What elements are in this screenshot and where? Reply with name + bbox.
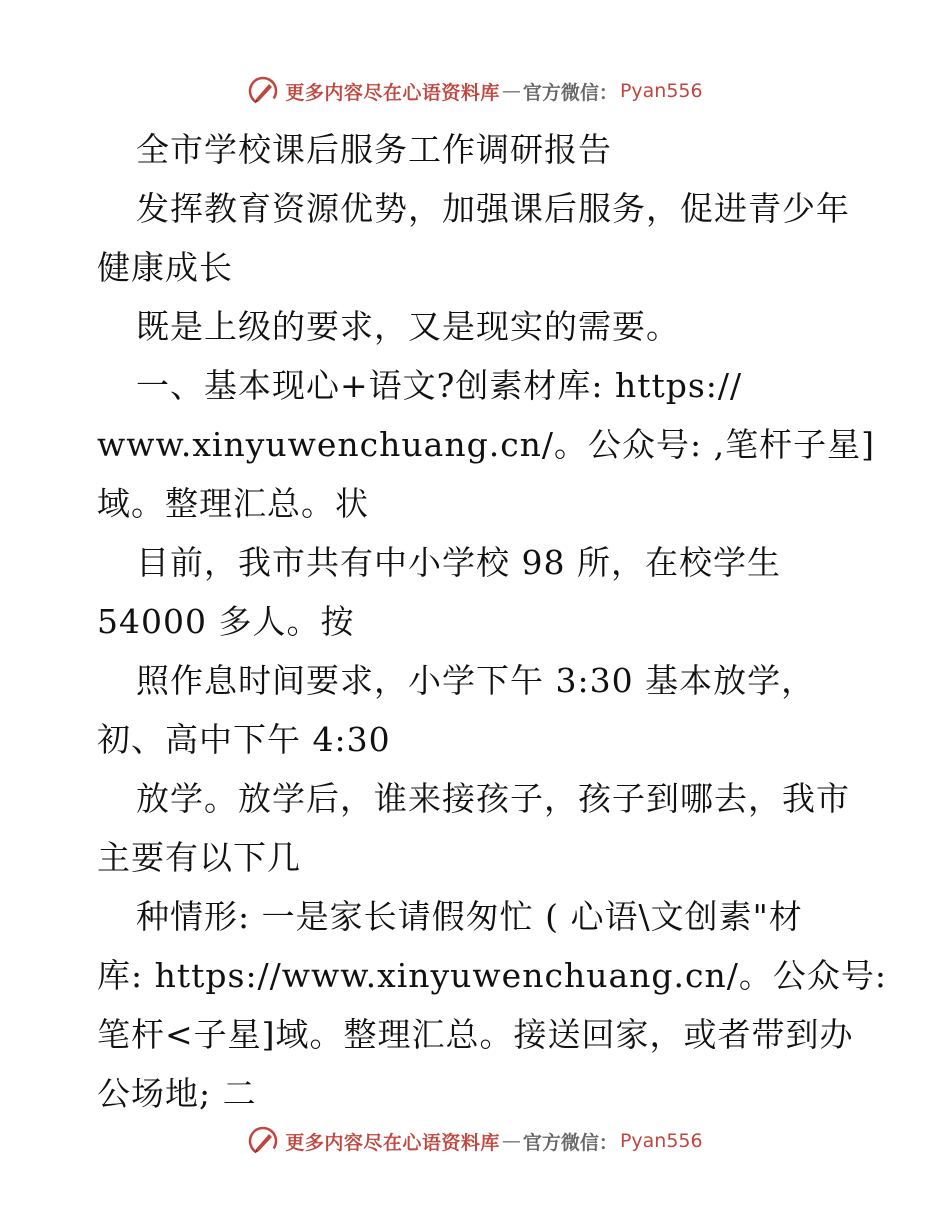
header-watermark-banner [0,71,950,111]
banner-wechat-label: 官方微信： [522,81,618,104]
banner-separator: — [501,1130,521,1152]
document-body [97,120,887,1123]
line: 目前，我市共有中小学校 98 所，在校学生 [136,543,781,582]
line: 发挥教育资源优势，加强课后服务，促进青少年 [136,189,850,228]
paragraph-intro [97,297,857,356]
line: 公场地; 二 [97,1074,257,1113]
line: 照作息时间要求，小学下午 3:30 基本放学， [136,661,816,700]
paragraph-school-count [97,533,857,651]
line: 域。整理汇总。状 [97,484,369,523]
paragraph-subtitle [97,179,857,297]
line: 主要有以下几 [97,838,301,877]
line: 种情形: 一是家长请假匆忙 ( 心语\文创素"材 [136,897,803,936]
paragraph-section-1 [97,356,876,533]
line: 健康成长 [97,248,233,287]
line: 笔杆<子星]域。整理汇总。接送回家，或者带到办 [97,1015,854,1054]
doc-title [97,120,857,179]
paragraph-situations [97,887,887,1123]
line: 初、高中下午 4:30 [97,720,391,759]
doc-title-line: 全市学校课后服务工作调研报告 [136,130,612,169]
banner-wechat-label: 官方微信： [522,1131,618,1154]
line: 一、基本现心+语文?创素材库: https:// [136,366,743,405]
red-pen-nib-logo-icon [247,75,279,107]
line: 库: https://www.xinyuwenchuang.cn/。公众号: [97,956,887,995]
red-pen-nib-logo-icon [247,1125,279,1157]
banner-wechat-id: Pyan556 [619,80,703,102]
line: 放学。放学后，谁来接孩子，孩子到哪去，我市 [136,779,850,818]
paragraph-after-school [97,769,857,887]
banner-separator: — [501,80,521,102]
paragraph-schedule [97,651,857,769]
banner-slogan: 更多内容尽在心语资料库 [285,81,500,104]
line: www.xinyuwenchuang.cn/。公众号: ,笔杆子星] [97,425,876,464]
banner-slogan: 更多内容尽在心语资料库 [285,1131,500,1154]
line: 既是上级的要求，又是现实的需要。 [136,307,680,346]
banner-wechat-id: Pyan556 [619,1130,703,1152]
footer-watermark-banner [0,1121,950,1161]
line: 54000 多人。按 [97,602,355,641]
